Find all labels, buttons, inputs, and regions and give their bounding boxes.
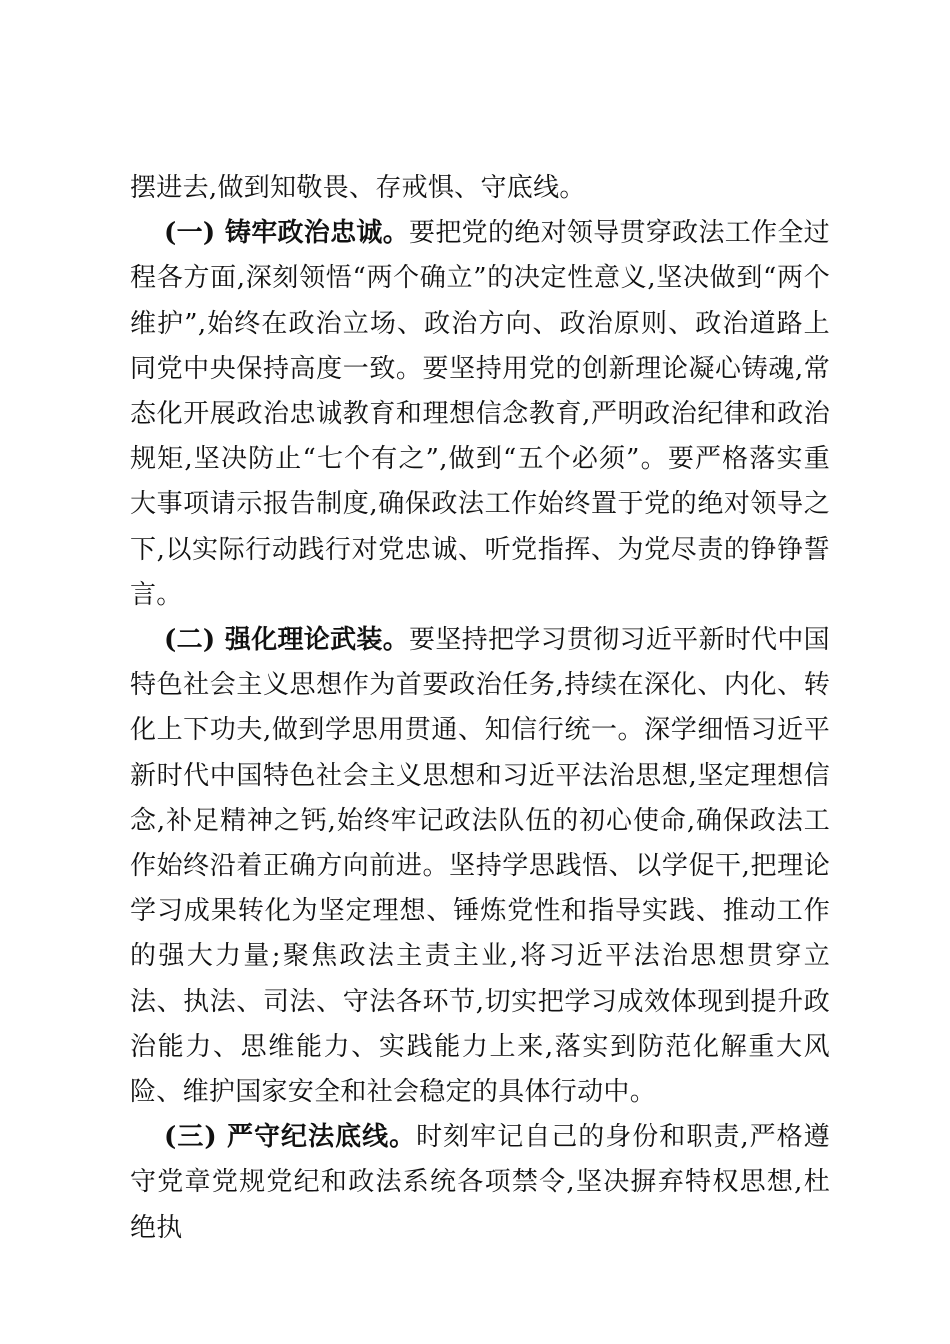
section-heading: (二) 强化理论武装。 bbox=[164, 625, 410, 656]
paragraph-section-1 bbox=[130, 211, 830, 618]
paragraph-text: 时刻牢记自己的身份和职责,严格遵守党章党规党纪和政法系统各项禁令,坚决摒弃特权思想,杜绝执 bbox=[130, 1122, 830, 1243]
paragraph-text: 要把党的绝对领导贯穿政法工作全过程各方面,深刻领悟“两个确立”的决定性意义,坚决做到“两个维护”,始终在政治立场、政治方向、政治原则、政治道路上同党中央保持高度一致。要坚持用党的创新理论凝心铸魂,常态化开展政治忠诚教育和理想信念教育,严明政治纪律和政治规矩,坚决防止“七个有之”,做到“五个必须”。要严格落实重大事项请示报告制度,确保政法工作始终置于党的绝对领导之下,以实际行动践行对党忠诚、听党指挥、为党尽责的铮铮誓言。 bbox=[130, 218, 830, 610]
paragraph-continuation bbox=[130, 166, 830, 211]
paragraph-section-3 bbox=[130, 1115, 830, 1251]
paragraph-section-2 bbox=[130, 618, 830, 1115]
paragraph-text: 摆进去,做到知敬畏、存戒惧、守底线。 bbox=[130, 173, 586, 203]
paragraph-text: 要坚持把学习贯彻习近平新时代中国特色社会主义思想作为首要政治任务,持续在深化、内化、转化上下功夫,做到学思用贯通、知信行统一。深学细悟习近平新时代中国特色社会主义思想和习近平法治思想,坚定理想信念,补足精神之钙,始终牢记政法队伍的初心使命,确保政法工作始终沿着正确方向前进。坚持学思践悟、以学促干,把理论学习成果转化为坚定理想、锤炼党性和指导实践、推动工作的强大力量;聚焦政法主责主业,将习近平法治思想贯穿立法、执法、司法、守法各环节,切实把学习成效体现到提升政治能力、思维能力、实践能力上来,落实到防范化解重大风险、维护国家安全和社会稳定的具体行动中。 bbox=[130, 625, 830, 1108]
section-heading: (一) 铸牢政治忠诚。 bbox=[164, 218, 410, 249]
document-body bbox=[130, 166, 830, 1251]
section-heading: (三) 严守纪法底线。 bbox=[164, 1122, 417, 1153]
